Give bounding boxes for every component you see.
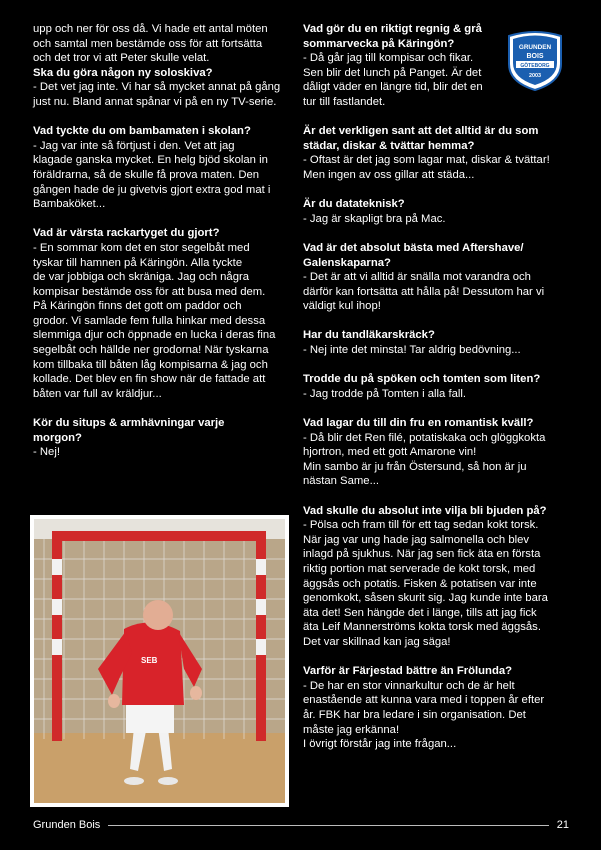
footer-divider — [108, 825, 548, 826]
logo-text-middle: BOIS — [526, 53, 544, 60]
intro-paragraph: upp och ner för oss då. Vi hade ett antal möten och samtal men bestämde oss för att fortsätta och det tror vi att Peter skulle velat. — [33, 23, 268, 65]
question: Vad är värsta rackartyget du gjort? — [33, 227, 220, 240]
answer: - Oftast är det jag som lagar mat, diskar & tvättar! Men ingen av oss gillar att städa... — [303, 154, 550, 181]
qa-item — [33, 124, 303, 212]
page-number: 21 — [556, 819, 569, 831]
shirt-text: SEB — [141, 656, 158, 665]
qa-item — [33, 66, 303, 110]
answer: - Jag trodde på Tomten i alla fall. — [303, 387, 467, 400]
answer: - Jag är skapligt bra på Mac. — [303, 212, 446, 225]
question: Vad är det absolut bästa med Aftershave/ Galenskaparna? — [303, 241, 524, 269]
logo-text-top: GRUNDEN — [518, 44, 552, 51]
answer: - Nej! — [33, 446, 60, 459]
logo-text-city: GÖTEBORG — [520, 62, 550, 69]
page-footer — [33, 818, 569, 832]
question: Har du tandläkarskräck? — [303, 329, 435, 342]
qa-item — [303, 124, 571, 182]
answer: - En sommar kom det en stor segelbåt med tyskar till hamnen på Käringön. Alla tyckte de var jobbiga och skräniga. Jag och några kompisar bestämde oss för att busa med dem. På Käringön finns det gott om paddor och grodor. Vi samlade fem fulla hinkar med dessa slemmiga djur och öppnade en lucka i deras fina segelbåt och hällde ner grodorna! När tyskarna kom tillbaka till båten låg kompisarna & jag och kollade. Det blev en fin show när de fattade att båten var full av kräldjur... — [33, 241, 276, 400]
right-column — [303, 22, 571, 766]
logo-text-year: 2003 — [529, 73, 541, 79]
footer-brand: Grunden Bois — [33, 819, 101, 831]
answer: - Jag var inte så förtjust i den. Vet att jag klagade ganska mycket. En helg bjöd skolan in föräldrarna, så de skulle få prova maten. Den gången hade de ju givetvis gjort extra god mat i Bambaköket... — [33, 139, 271, 211]
question: Är det verkligen sant att det alltid är du som städar, diskar & tvättar hemma? — [303, 125, 539, 152]
qa-item — [303, 241, 571, 314]
grunden-bois-logo — [505, 30, 565, 92]
question: Kör du situps & armhävningar varje morgon? — [33, 417, 225, 444]
answer: - Då går jag till kompisar och fikar. Sen blir det lunch på Panget. Är det dåligt väder en längre tid, blir det en tur till fastlandet. — [303, 52, 483, 108]
question: Är du datateknisk? — [303, 198, 405, 211]
answer: - De har en stor vinnarkultur och de är helt enastående att kunna vara med i toppen år efter år. FBK har bra ledare i sin organisation. Det måste jag erkänna! I övrigt förstår jag inte frågan... — [303, 679, 545, 751]
question: Vad tyckte du om bambamaten i skolan? — [33, 125, 251, 138]
answer: - Nej inte det minsta! Tar aldrig bedövning... — [303, 344, 521, 357]
answer: - Det är att vi alltid är snälla mot varandra och därför kan fortsätta att hålla på! Dessutom har vi väldigt kul ihop! — [303, 271, 545, 313]
answer: - Pölsa och fram till för ett tag sedan kokt torsk. När jag var ung hade jag salmonella och blev inlagd på sjukhus. När jag sen fick äta en första riktig portion mat serverade de kokt torsk, med äggsås och potatis. Fisken & potatisen var inte genomkokt, såsen skurit sig. Jag kunde inte bara äta det! Sen hängde det i länge, tills att jag fick äta Leif Mannerströms kokta torsk med äggsås. Det var skillnad kan jag säga! — [303, 519, 548, 648]
qa-item — [303, 197, 571, 226]
goalkeeper-photo — [30, 515, 289, 807]
answer: - Då blir det Ren filé, potatiskaka och glöggkokta hjortron, med ett gott Amarone vin! Min sambo är ju från Östersund, så hon är ju nästan Same... — [303, 431, 546, 488]
question: Vad skulle du absolut inte vilja bli bjuden på? — [303, 504, 547, 517]
question: Varför är Färjestad bättre än Frölunda? — [303, 665, 513, 678]
shield-logo-icon — [505, 30, 565, 92]
qa-item — [303, 372, 571, 401]
qa-item — [303, 504, 571, 650]
qa-item — [303, 664, 571, 752]
question: Vad gör du en riktigt regnig & grå sommarvecka på Käringön? — [303, 23, 482, 50]
question: Ska du göra någon ny soloskiva? — [33, 66, 213, 79]
question: Trodde du på spöken och tomten som liten? — [303, 373, 541, 386]
left-column — [33, 22, 303, 474]
qa-item — [33, 226, 303, 401]
qa-item — [33, 416, 303, 460]
question: Vad lagar du till din fru en romantisk kväll? — [303, 417, 534, 430]
qa-item — [303, 328, 571, 357]
answer: - Det vet jag inte. Vi har så mycket annat på gång just nu. Bland annat spånar vi på en ny TV-serie. — [33, 81, 281, 108]
qa-item — [303, 416, 571, 489]
photo-illustration — [34, 519, 285, 803]
